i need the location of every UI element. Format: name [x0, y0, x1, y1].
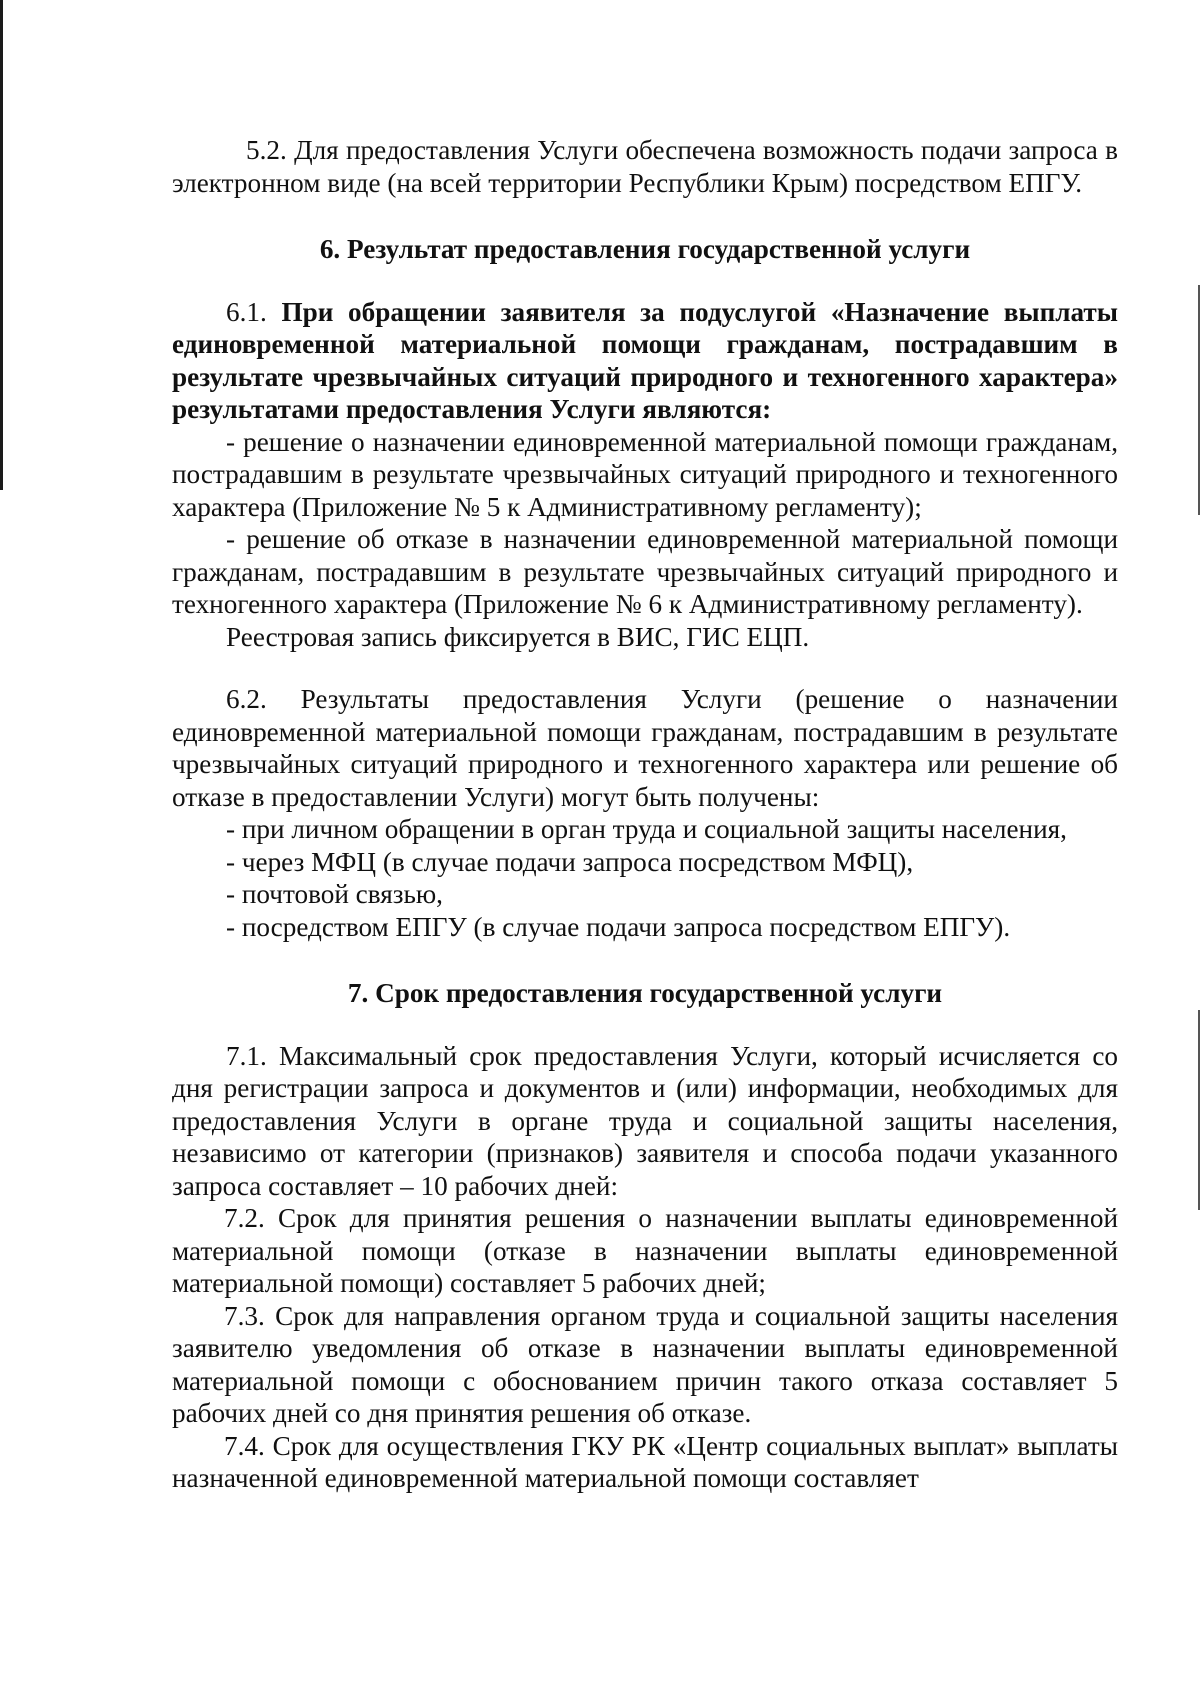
paragraph-7-1: 7.1. Максимальный срок предоставления Услуги, который исчисляется со дня регистрации запроса и документов и (или) информации, необходимых для предоставления Услуги в органе труда и социальной защиты населения, независимо от категории (признаков) заявителя и способа подачи указанного запроса составляет – 10 рабочих дней:: [172, 1040, 1118, 1201]
section-7-heading: 7. Срок предоставления государственной услуги: [347, 978, 943, 1008]
document-body: [172, 134, 1118, 1495]
paragraph-6-2: 6.2. Результаты предоставления Услуги (решение о назначении единовременной материальной помощи гражданам, пострадавшим в результате чрезвычайных ситуаций природного и техногенного характера или решение об отказе в предоставлении Услуги) могут быть получены:: [172, 684, 1118, 812]
paragraph-7-3: 7.3. Срок для направления органом труда и социальной защиты населения заявителю уведомления об отказе в назначении выплаты единовременной материальной помощи с обоснованием причин такого отказа составляет 5 рабочих дней со дня принятия решения об отказе.: [172, 1300, 1118, 1428]
paragraph-6-1-registry: Реестровая запись фиксируется в ВИС, ГИС ЕЦП.: [226, 621, 810, 652]
list-item: - посредством ЕПГУ (в случае подачи запроса посредством ЕПГУ).: [226, 911, 1011, 942]
paragraph-7-2: 7.2. Срок для принятия решения о назначении выплаты единовременной материальной помощи (отказе в назначении выплаты единовременной материальной помощи) составляет 5 рабочих дней;: [172, 1203, 1118, 1298]
scan-edge-left: [0, 0, 3, 490]
paragraph-6-1-item-2: - решение об отказе в назначении единовременной материальной помощи гражданам, пострадавшим в результате чрезвычайных ситуаций природного и техногенного характера (Приложение № 6 к Административному регламенту).: [172, 524, 1118, 619]
paragraph-6-1-number: 6.1.: [226, 296, 267, 327]
paragraph-5-2: 5.2. Для предоставления Услуги обеспечена возможность подачи запроса в электронном виде (на всей территории Республики Крым) посредством ЕПГУ.: [172, 135, 1118, 198]
paragraph-6-1: [172, 296, 1118, 426]
section-6-heading: 6. Результат предоставления государственной услуги: [319, 234, 971, 264]
list-item: - через МФЦ (в случае подачи запроса посредством МФЦ),: [226, 846, 914, 877]
paragraph-7-4: 7.4. Срок для осуществления ГКУ РК «Центр социальных выплат» выплаты назначенной единовременной материальной помощи составляет: [172, 1430, 1118, 1493]
list-item: - почтовой связью,: [226, 879, 443, 909]
list-item: - при личном обращении в орган труда и социальной защиты населения,: [226, 814, 1067, 844]
paragraph-6-1-bold-text: При обращении заявителя за подуслугой «Назначение выплаты единовременной материальной помощи гражданам, пострадавшим в результате чрезвычайных ситуаций природного и техногенного характера» результатами предоставления Услуги являются:: [172, 296, 1118, 424]
paragraph-6-1-item-1: - решение о назначении единовременной материальной помощи гражданам, пострадавшим в результате чрезвычайных ситуаций природного и техногенного характера (Приложение № 5 к Административному регламенту);: [172, 426, 1118, 522]
